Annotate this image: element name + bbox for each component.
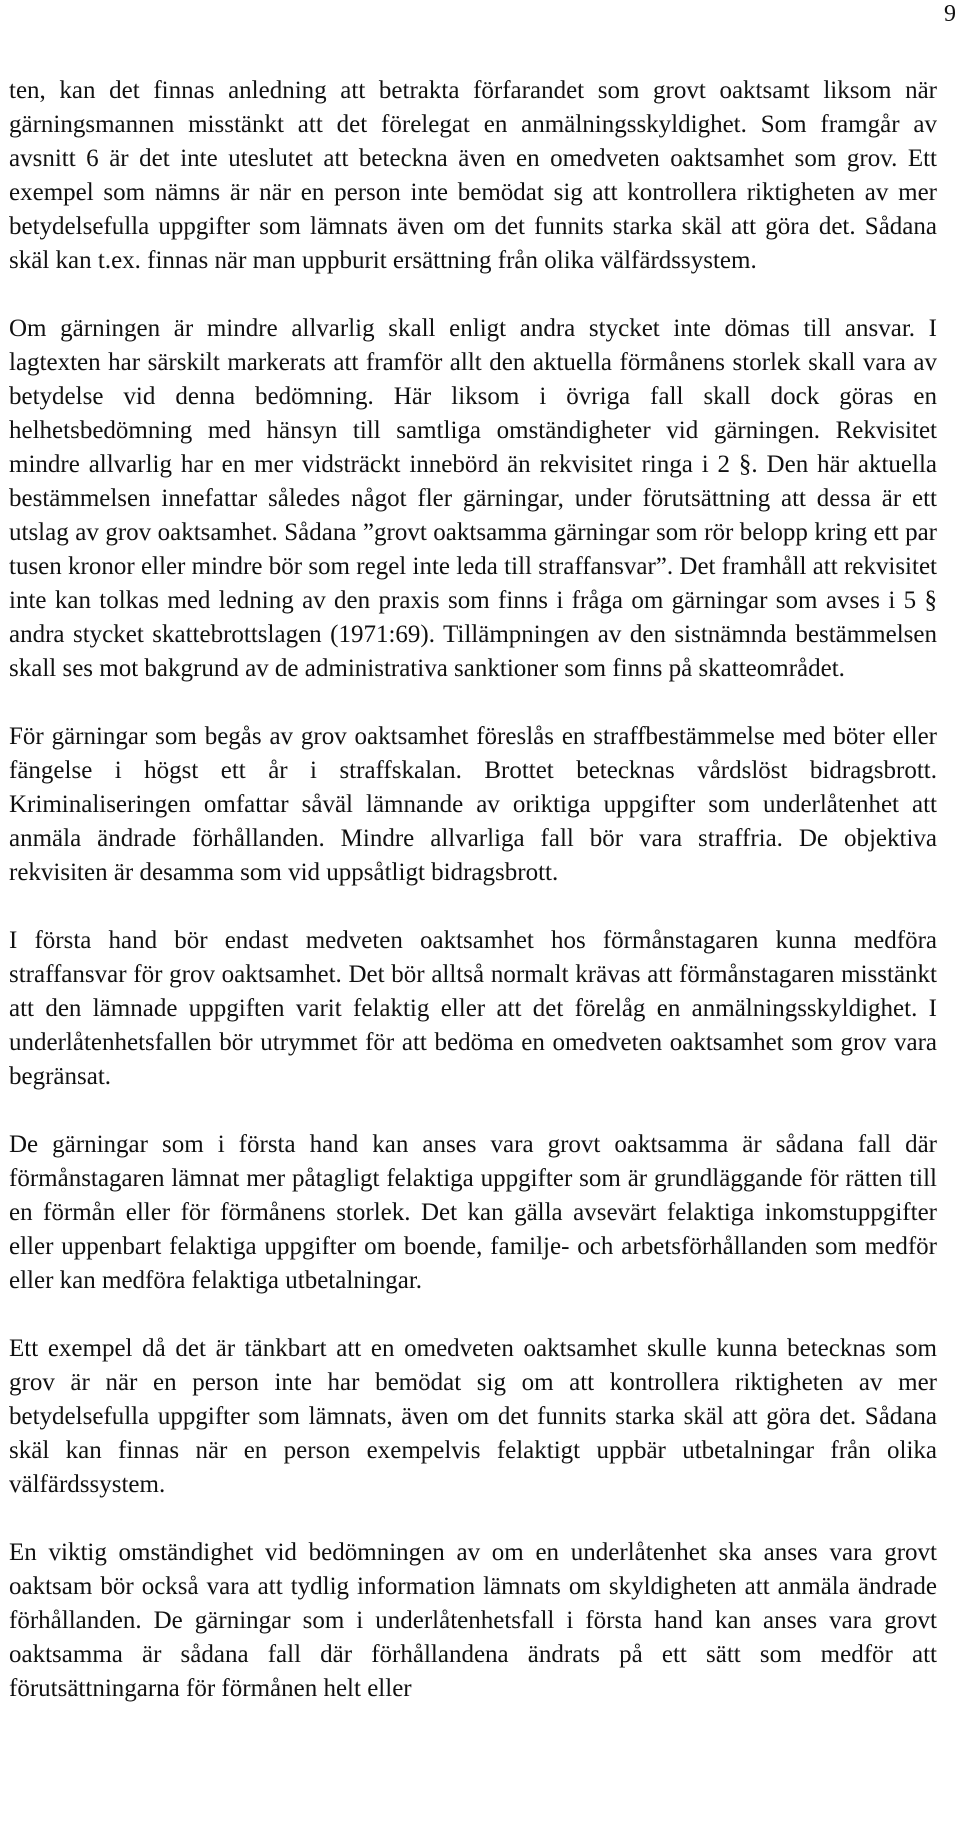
paragraph: De gärningar som i första hand kan anses vara grovt oaktsamma är sådana fall där förmånstagaren lämnat mer påtagligt felaktiga uppgifter som är grundläggande för rätten till en förmån eller för förmånens storlek. Det kan gälla avsevärt felaktiga inkomstuppgifter eller uppenbart felaktiga uppgifter om boende, familje- och arbetsförhållanden som medför eller kan medföra felaktiga utbetalningar. — [9, 1131, 937, 1294]
document-body — [9, 74, 937, 1706]
paragraph: I första hand bör endast medveten oaktsamhet hos förmånstagaren kunna medföra straffansvar för grov oaktsamhet. Det bör alltså normalt krävas att förmånstagaren misstänkt att den lämnade uppgiften varit felaktig eller att det förelåg en anmälningsskyldighet. I underlåtenhetsfallen bör utrymmet för att bedöma en omedveten oaktsamhet som grov vara begränsat. — [9, 927, 937, 1090]
paragraph: ten, kan det finnas anledning att betrakta förfarandet som grovt oaktsamt liksom när gärningsmannen misstänkt att det förelegat en anmälningsskyldighet. Som framgår av avsnitt 6 är det inte uteslutet att beteckna även en omedveten oaktsamhet som grov. Ett exempel som nämns är när en person inte bemödat sig att kontrollera riktigheten av mer betydelsefulla uppgifter som lämnats även om det funnits starka skäl att göra det. Sådana skäl kan t.ex. finnas när man uppburit ersättning från olika välfärdssystem. — [9, 77, 937, 274]
paragraph: Ett exempel då det är tänkbart att en omedveten oaktsamhet skulle kunna betecknas som grov är när en person inte har bemödat sig om att kontrollera riktigheten av mer betydelsefulla uppgifter som lämnats, även om det funnits starka skäl att göra det. Sådana skäl kan finnas när en person exempelvis felaktigt uppbär utbetalningar från olika välfärdssystem. — [9, 1335, 937, 1498]
paragraph: En viktig omständighet vid bedömningen av om en underlåtenhet ska anses vara grovt oaktsam bör också vara att tydlig information lämnats om skyldigheten att anmäla ändrade förhållanden. De gärningar som i underlåtenhetsfall i första hand kan anses vara grovt oaktsamma är sådana fall där förhållandena ändrats på ett sätt som medför att förutsättningarna för förmånen helt eller — [9, 1539, 937, 1702]
paragraph: Om gärningen är mindre allvarlig skall enligt andra stycket inte dömas till ansvar. I lagtexten har särskilt markerats att framför allt den aktuella förmånens storlek skall vara av betydelse vid denna bedömning. Här liksom i övriga fall skall dock göras en helhetsbedömning med hänsyn till samtliga omständigheter vid gärningen. Rekvisitet mindre allvarlig har en mer vidsträckt innebörd än rekvisitet ringa i 2 §. Den här aktuella bestämmelsen innefattar således något fler gärningar, under förutsättning att dessa är ett utslag av grov oaktsamhet. Sådana ”grovt oaktsamma gärningar som rör belopp kring ett par tusen kronor eller mindre bör som regel inte leda till straffansvar”. Det framhåll att rekvisitet inte kan tolkas med ledning av den praxis som finns i fråga om gärningar som avses i 5 § andra stycket skattebrottslagen (1971:69). Tillämpningen av den sistnämnda bestämmelsen skall ses mot bakgrund av de administrativa sanktioner som finns på skatteområdet. — [9, 315, 937, 682]
page-number: 9 — [944, 1, 956, 27]
paragraph: För gärningar som begås av grov oaktsamhet föreslås en straffbestämmelse med böter eller fängelse i högst ett år i straffskalan. Brottet betecknas vårdslöst bidragsbrott. Kriminaliseringen omfattar såväl lämnande av oriktiga uppgifter som underlåtenhet att anmäla ändrade förhållanden. Mindre allvarliga fall bör vara straffria. De objektiva rekvisiten är desamma som vid uppsåtligt bidragsbrott. — [9, 723, 937, 886]
